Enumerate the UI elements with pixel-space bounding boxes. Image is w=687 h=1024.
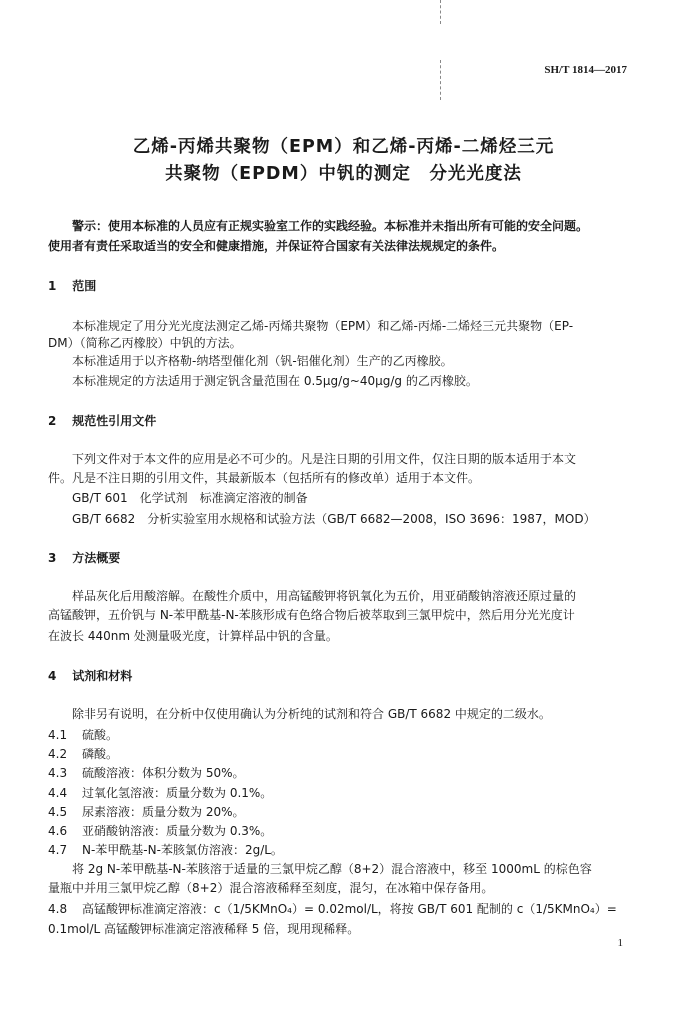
title-line-2: 共聚物（EPDM）中钒的测定 分光光度法 xyxy=(165,164,522,184)
reference-item: GB/T 6682 分析实验室用水规格和试验方法（GB/T 6682—2008，ISO 3696：1987，MOD） xyxy=(72,512,596,526)
paragraph-line: 将 2g N-苯甲酰基-N-苯胲溶于适量的三氯甲烷乙醇（8+2）混合溶液中，移至 1000mL 的棕色容 xyxy=(72,862,592,876)
section-4-heading xyxy=(48,667,132,684)
list-item: 4.7 N-苯甲酰基-N-苯胲氯仿溶液：2g/L。 xyxy=(48,843,283,857)
list-item: 4.1 硫酸。 xyxy=(48,728,119,742)
section-title: 方法概要 xyxy=(72,551,121,565)
paragraph-line: 本标准规定的方法适用于测定钒含量范围在 0.5μg/g~40μg/g 的乙丙橡胶。 xyxy=(72,374,478,388)
section-title: 范围 xyxy=(72,279,97,293)
warning-line-2: 使用者有责任采取适当的安全和健康措施，并保证符合国家有关法律法规规定的条件。 xyxy=(48,239,505,253)
reference-item: GB/T 601 化学试剂 标准滴定溶液的制备 xyxy=(72,491,308,505)
paragraph-line: 本标准适用于以齐格勒-纳塔型催化剂（钒-铝催化剂）生产的乙丙橡胶。 xyxy=(72,354,453,368)
paragraph-line: DM）（简称乙丙橡胶）中钒的方法。 xyxy=(48,336,242,350)
list-item: 4.2 磷酸。 xyxy=(48,747,119,761)
section-number: 3 xyxy=(48,551,57,565)
list-item: 4.5 尿素溶液：质量分数为 20%。 xyxy=(48,805,245,819)
paragraph-line: 除非另有说明，在分析中仅使用确认为分析纯的试剂和符合 GB/T 6682 中规定的二级水。 xyxy=(72,707,551,721)
binding-mark-middle xyxy=(440,60,441,100)
list-item: 4.3 硫酸溶液：体积分数为 50%。 xyxy=(48,766,245,780)
binding-mark-top xyxy=(440,0,441,24)
standard-code: SH/T 1814—2017 xyxy=(544,64,627,76)
section-1-heading xyxy=(48,277,96,294)
section-2-heading xyxy=(48,412,156,429)
section-title: 规范性引用文件 xyxy=(72,414,157,428)
paragraph-line: 量瓶中并用三氯甲烷乙醇（8+2）混合溶液稀释至刻度，混匀，在冰箱中保存备用。 xyxy=(48,881,494,895)
section-title: 试剂和材料 xyxy=(72,669,133,683)
paragraph-line: 0.1mol/L 高锰酸钾标准滴定溶液稀释 5 倍，现用现稀释。 xyxy=(48,922,360,936)
section-number: 2 xyxy=(48,414,57,428)
section-3-heading xyxy=(48,549,120,566)
list-item: 4.4 过氧化氢溶液：质量分数为 0.1%。 xyxy=(48,786,273,800)
list-item: 4.6 亚硝酸钠溶液：质量分数为 0.3%。 xyxy=(48,824,273,838)
paragraph-line: 在波长 440nm 处测量吸光度，计算样品中钒的含量。 xyxy=(48,629,338,643)
paragraph-line: 件。凡是不注日期的引用文件，其最新版本（包括所有的修改单）适用于本文件。 xyxy=(48,471,481,485)
warning-line-1: 警示：使用本标准的人员应有正规实验室工作的实践经验。本标准并未指出所有可能的安全问题。 xyxy=(72,219,589,233)
section-number: 4 xyxy=(48,669,57,683)
list-item: 4.8 高锰酸钾标准滴定溶液：c（1/5KMnO₄）= 0.02mol/L，将按 GB/T 601 配制的 c（1/5KMnO₄）= xyxy=(48,902,617,916)
paragraph-line: 本标准规定了用分光光度法测定乙烯-丙烯共聚物（EPM）和乙烯-丙烯-二烯烃三元共聚物（EP- xyxy=(72,319,574,333)
page-number: 1 xyxy=(617,937,623,949)
section-number: 1 xyxy=(48,279,57,293)
title-line-1: 乙烯-丙烯共聚物（EPM）和乙烯-丙烯-二烯烃三元 xyxy=(132,137,555,157)
paragraph-line: 下列文件对于本文件的应用是必不可少的。凡是注日期的引用文件，仅注日期的版本适用于本文 xyxy=(72,452,577,466)
paragraph-line: 样品灰化后用酸溶解。在酸性介质中，用高锰酸钾将钒氧化为五价，用亚硝酸钠溶液还原过量的 xyxy=(72,589,577,603)
paragraph-line: 高锰酸钾，五价钒与 N-苯甲酰基-N-苯胲形成有色络合物后被萃取到三氯甲烷中，然后用分光光度计 xyxy=(48,608,575,622)
